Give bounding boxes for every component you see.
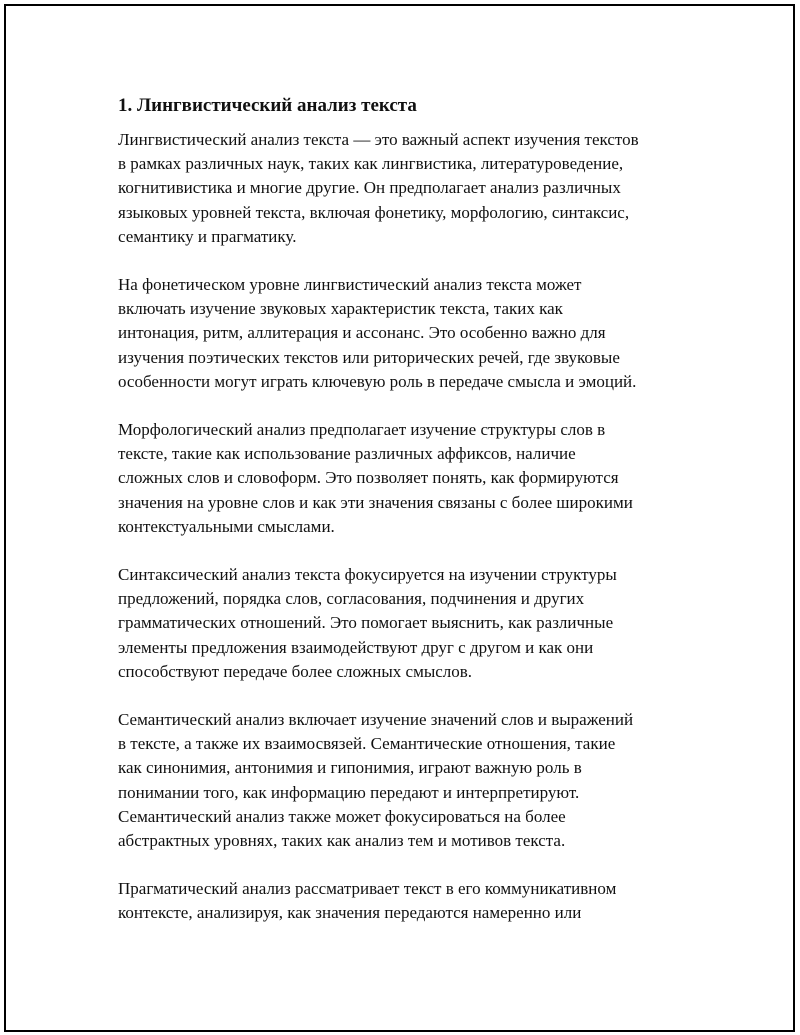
paragraph (118, 418, 718, 539)
paragraph-line: Прагматический анализ рассматривает текст в его коммуникативном (118, 879, 617, 899)
paragraph-line: когнитивистика и многие другие. Он предполагает анализ различных (118, 178, 621, 198)
paragraph-line: Лингвистический анализ текста — это важный аспект изучения текстов (118, 130, 639, 149)
paragraph (118, 128, 718, 249)
paragraph-line: элементы предложения взаимодействуют друг с другом и как они (118, 637, 594, 657)
paragraph-line: тексте, такие как использование различных аффиксов, наличие (118, 444, 576, 464)
paragraph-line: интонация, ритм, аллитерация и ассонанс. Это особенно важно для (118, 323, 606, 343)
paragraph (118, 273, 718, 394)
paragraph (118, 563, 718, 684)
paragraph-line: Морфологический анализ предполагает изучение структуры слов в (118, 420, 606, 440)
paragraph-line: в рамках различных наук, таких как лингвистика, литературоведение, (118, 154, 624, 174)
paragraph-line: абстрактных уровнях, таких как анализ тем и мотивов текста. (118, 831, 566, 851)
paragraph-line: семантику и прагматику. (118, 226, 297, 246)
paragraph-list (118, 128, 718, 926)
paragraph-line: понимании того, как информацию передают и интерпретируют. (118, 782, 580, 802)
paragraph-line: особенности могут играть ключевую роль в передаче смысла и эмоций. (118, 371, 637, 391)
paragraph-line: изучения поэтических текстов или риторических речей, где звуковые (118, 347, 620, 367)
paragraph-line: как синонимия, антонимия и гипонимия, играют важную роль в (118, 758, 582, 778)
paragraph-line: предложений, порядка слов, согласования, подчинения и других (118, 589, 585, 609)
paragraph-line: в тексте, а также их взаимосвязей. Семантические отношения, такие (118, 734, 616, 754)
paragraph-line: языковых уровней текста, включая фонетику, морфологию, синтаксис, (118, 202, 630, 222)
paragraph-line: Синтаксический анализ текста фокусируется на изучении структуры (118, 565, 617, 585)
paragraph-line: сложных слов и словоформ. Это позволяет понять, как формируются (118, 468, 619, 488)
paragraph-line: способствуют передаче более сложных смыслов. (118, 661, 473, 681)
paragraph-line: грамматических отношений. Это помогает выяснить, как различные (118, 613, 614, 633)
section-heading: 1. Лингвистический анализ текста (118, 95, 417, 116)
paragraph (118, 708, 718, 853)
paragraph-line: включать изучение звуковых характеристик текста, таких как (118, 299, 563, 319)
paragraph (118, 877, 718, 925)
paragraph-line: контексте, анализируя, как значения передаются намеренно или (118, 903, 582, 923)
paragraph-line: На фонетическом уровне лингвистический анализ текста может (118, 275, 582, 295)
paragraph-line: контекстуальными смыслами. (118, 516, 335, 536)
paragraph-line: Семантический анализ также может фокусироваться на более (118, 806, 566, 826)
paragraph-line: Семантический анализ включает изучение значений слов и выражений (118, 710, 634, 730)
document-body (118, 92, 718, 950)
paragraph-line: значения на уровне слов и как эти значения связаны с более широкими (118, 492, 633, 512)
